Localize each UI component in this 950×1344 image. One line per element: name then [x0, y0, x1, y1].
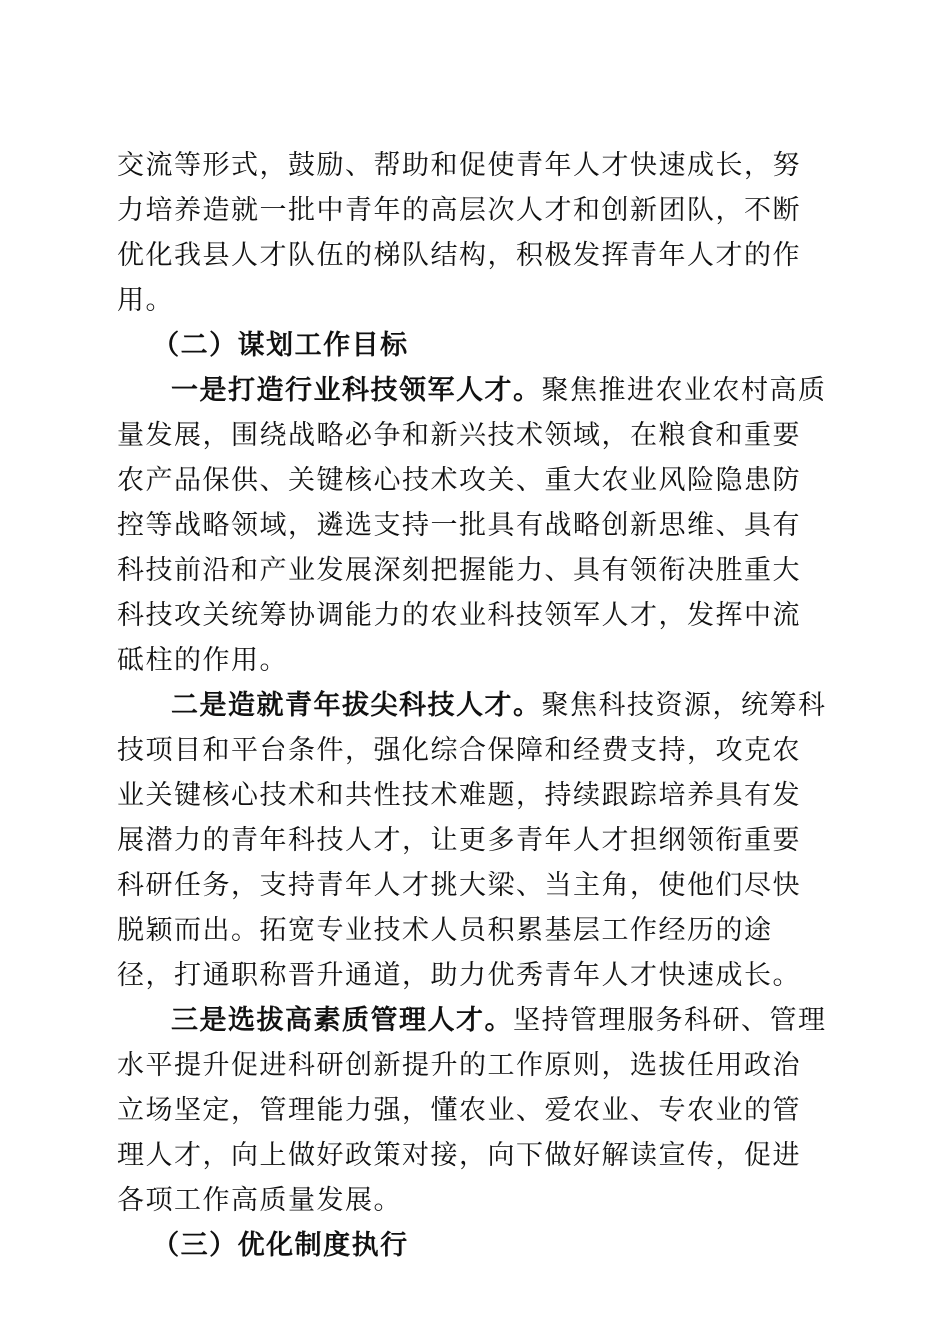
continuation-paragraph — [117, 143, 829, 323]
paragraph-lead: 一是打造行业科技领军人才。 — [171, 375, 542, 406]
section-heading-2: （二）谋划工作目标 — [152, 330, 409, 361]
continuation-text: 交流等形式，鼓励、帮助和促使青年人才快速成长，努力培养造就一批中青年的高层次人才和创新团队，不断优化我县人才队伍的梯队结构，积极发挥青年人才的作用。 — [117, 150, 801, 316]
paragraph-management-talent — [117, 998, 829, 1223]
paragraph-leading-talent — [117, 368, 829, 683]
paragraph-lead: 二是造就青年拔尖科技人才。 — [171, 690, 542, 721]
paragraph-body: 聚焦科技资源，统筹科技项目和平台条件，强化综合保障和经费支持，攻克农业关键核心技术和共性技术难题，持续跟踪培养具有发展潜力的青年科技人才，让更多青年人才担纲领衔重要科研任务，支持青年人才挑大梁、当主角，使他们尽快脱颖而出。拓宽专业技术人员积累基层工作经历的途径，打通职称晋升通道，助力优秀青年人才快速成长。 — [117, 690, 827, 991]
paragraph-lead: 三是选拔高素质管理人才。 — [171, 1005, 513, 1036]
document-body — [117, 143, 829, 1268]
paragraph-body: 聚焦推进农业农村高质量发展，围绕战略必争和新兴技术领域，在粮食和重要农产品保供、关键核心技术攻关、重大农业风险隐患防控等战略领域，遴选支持一批具有战略创新思维、具有科技前沿和产业发展深刻把握能力、具有领衔决胜重大科技攻关统筹协调能力的农业科技领军人才，发挥中流砥柱的作用。 — [117, 375, 827, 676]
section-heading-3: （三）优化制度执行 — [152, 1230, 409, 1261]
paragraph-body: 坚持管理服务科研、管理水平提升促进科研创新提升的工作原则，选拔任用政治立场坚定，管理能力强，懂农业、爱农业、专农业的管理人才，向上做好政策对接，向下做好解读宣传，促进各项工作高质量发展。 — [117, 1005, 827, 1216]
paragraph-young-talent — [117, 683, 829, 998]
